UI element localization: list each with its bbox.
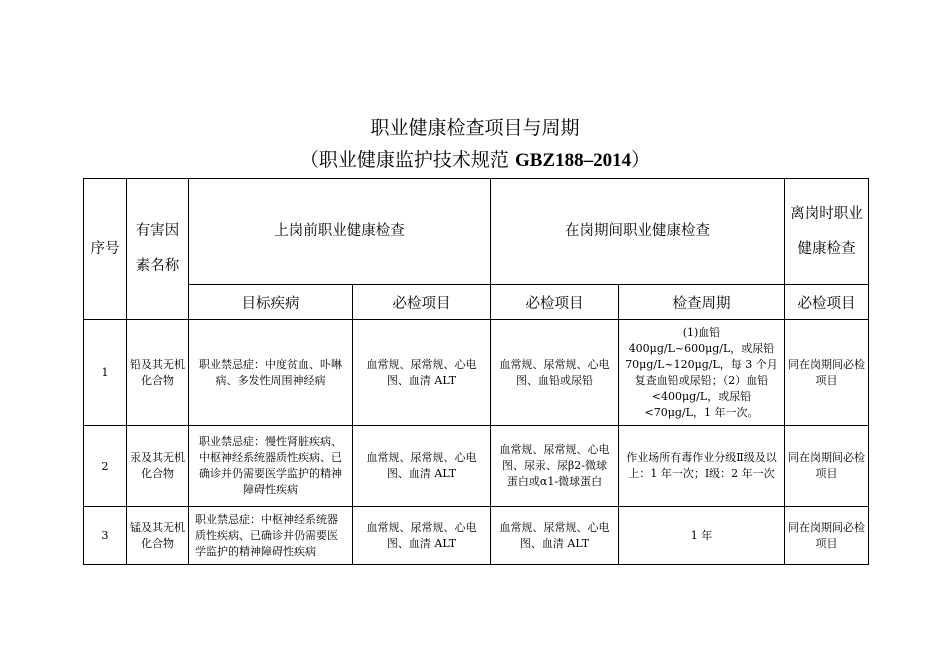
row-leave-items: 同在岗期间必检项目	[785, 320, 869, 426]
subtitle-suffix: ）	[631, 149, 651, 171]
row-period: (1)血铅 400μg/L~600μg/L，或尿铅70μg/L~120μg/L，每 3 个月复查血铅或尿铅；（2）血铅<400μg/L，或尿铅<70μg/L，1 年一次。	[619, 320, 785, 426]
header-factor: 有害因素名称	[127, 179, 189, 320]
table-row	[84, 426, 869, 507]
row-factor: 铅及其无机化合物	[127, 320, 189, 426]
row-disease: 职业禁忌症：中度贫血、卟啉病、多发性周围神经病	[189, 320, 353, 426]
table-row	[84, 507, 869, 565]
row-seq: 1	[84, 320, 127, 426]
header-pre-employment: 上岗前职业健康检查	[189, 179, 491, 285]
row-leave-items: 同在岗期间必检项目	[785, 507, 869, 565]
row-pre-items: 血常规、尿常规、心电图、血清 ALT	[353, 426, 491, 507]
row-factor: 锰及其无机化合物	[127, 507, 189, 565]
row-pre-items: 血常规、尿常规、心电图、血清 ALT	[353, 507, 491, 565]
row-period: 作业场所有毒作业分级Ⅱ级及以上：1 年一次；Ⅰ级：2 年一次	[619, 426, 785, 507]
header-pre-items: 必检项目	[353, 285, 491, 320]
row-pre-items: 血常规、尿常规、心电图、血清 ALT	[353, 320, 491, 426]
row-leave-items: 同在岗期间必检项目	[785, 426, 869, 507]
header-row-1	[84, 179, 869, 285]
table-row	[84, 320, 869, 426]
row-factor: 汞及其无机化合物	[127, 426, 189, 507]
health-check-table	[83, 178, 869, 565]
header-during-items: 必检项目	[491, 285, 619, 320]
row-period: 1 年	[619, 507, 785, 565]
row-during-items: 血常规、尿常规、心电图、血铅或尿铅	[491, 320, 619, 426]
header-during-employment: 在岗期间职业健康检查	[491, 179, 785, 285]
document-title: 职业健康检查项目与周期	[370, 117, 580, 139]
row-disease: 职业禁忌症：慢性肾脏疾病、中枢神经系统器质性疾病、已确诊并仍需要医学监护的精神障碍性疾病	[189, 426, 353, 507]
header-leave-items: 必检项目	[785, 285, 869, 320]
standard-code: GBZ188–2014	[514, 150, 632, 171]
header-leave: 离岗时职业健康检查	[785, 179, 869, 285]
row-disease: 职业禁忌症：中枢神经系统器质性疾病、已确诊并仍需要医学监护的精神障碍性疾病	[189, 507, 353, 565]
header-target-disease: 目标疾病	[189, 285, 353, 320]
row-during-items: 血常规、尿常规、心电图、血清 ALT	[491, 507, 619, 565]
row-seq: 2	[84, 426, 127, 507]
row-seq: 3	[84, 507, 127, 565]
document-subtitle	[0, 148, 950, 173]
row-during-items: 血常规、尿常规、心电图、尿汞、尿β2-微球蛋白或α1-微球蛋白	[491, 426, 619, 507]
header-seq: 序号	[84, 179, 127, 320]
subtitle-prefix: （职业健康监护技术规范	[299, 149, 515, 171]
header-period: 检查周期	[619, 285, 785, 320]
header-row-2	[84, 285, 869, 320]
